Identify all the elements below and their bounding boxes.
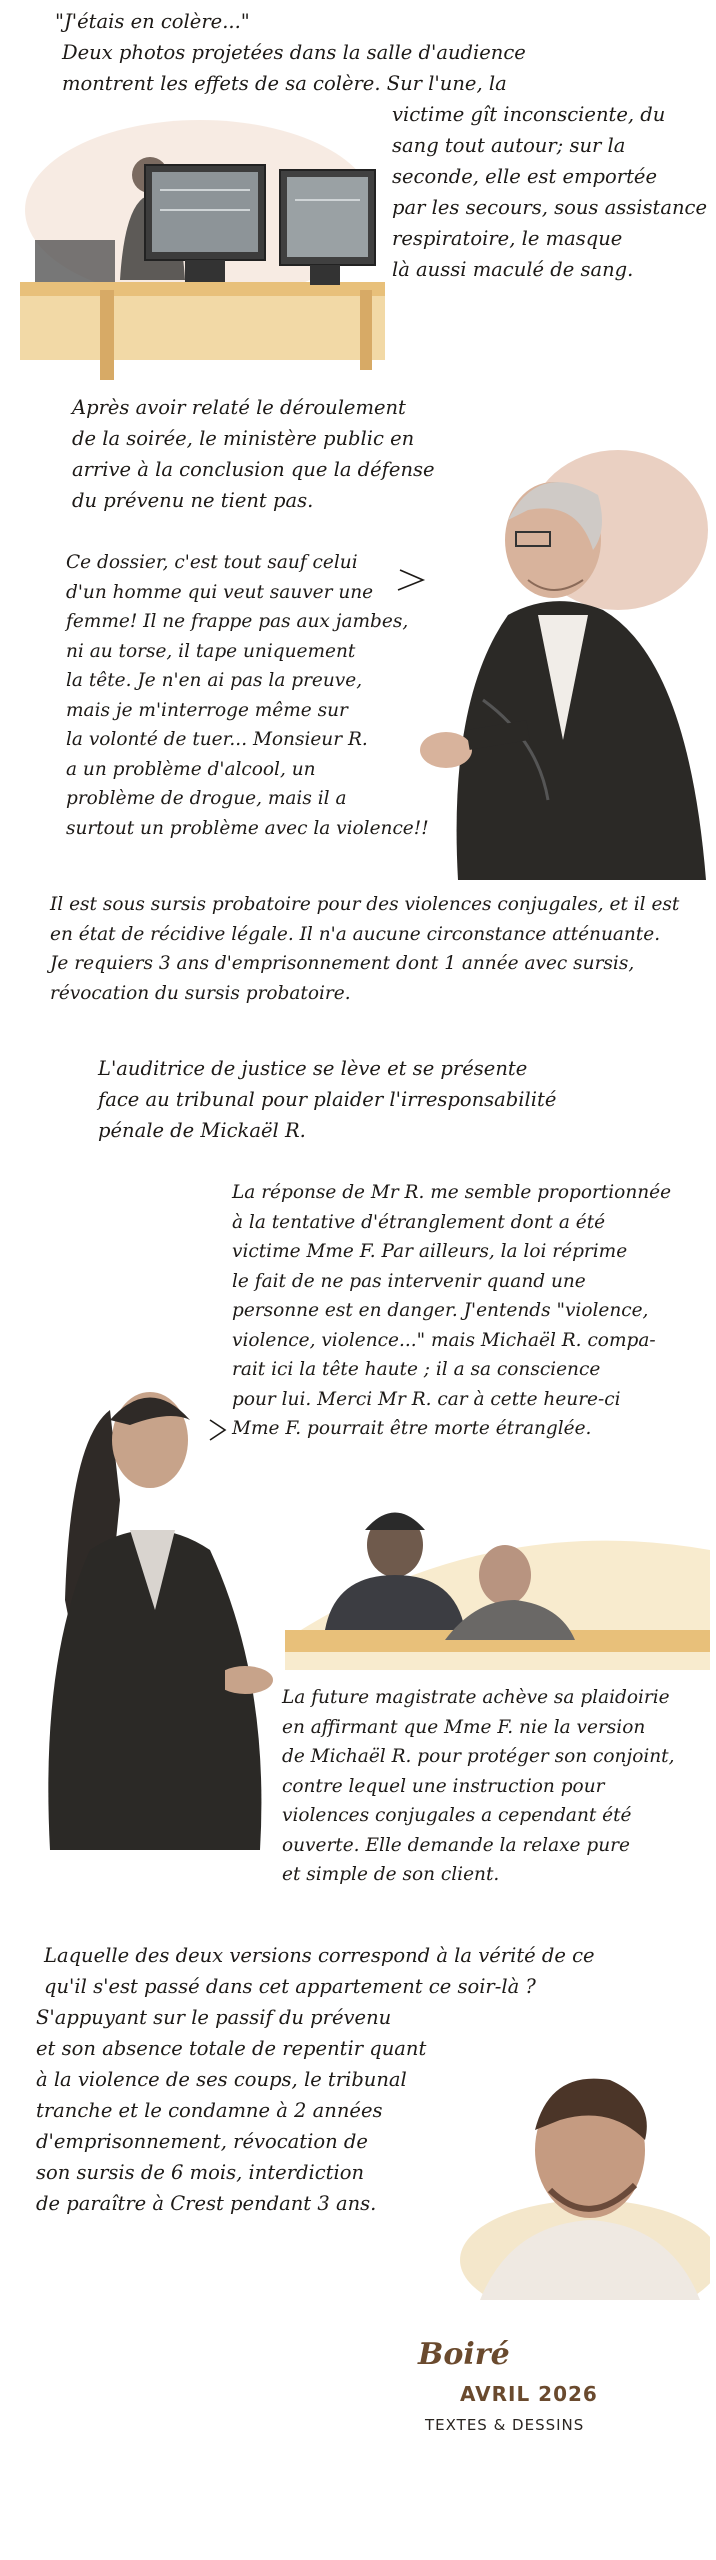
defense-student-illustration — [10, 1380, 300, 1850]
sentence-request-text: Il est sous sursis probatoire pour des violences conjugales, et il est en état de récidive légale. Il n'a aucune circonstance atténuante. Je requiers 3 ans d'emprisonnement dont 1 année avec sursis, révocation du sursis probatoire. — [50, 894, 680, 1004]
signature-name: Boiré — [418, 2337, 510, 2372]
victim-description-text: victime gît inconsciente, du sang tout autour; sur la seconde, elle est emportée par les secours, sous assistance respiratoire, le masque là aussi maculé de sang. — [392, 103, 707, 281]
signature-credit: TEXTES & DESSINS — [425, 2416, 585, 2434]
defense-conclusion-text: La future magistrate achève sa plaidoirie en affirmant que Mme F. nie la version de Michaël R. pour protéger son conjoint, contre lequel une instruction pour violences conjugales a cependant été ouverte. Elle demande la relaxe pure et simple de son client. — [282, 1687, 675, 1885]
defense-intro-text: L'auditrice de justice se lève et se présente face au tribunal pour plaider l'irresponsabilité pénale de Mickaël R. — [98, 1057, 557, 1142]
prosecutor-illustration — [388, 440, 710, 880]
prosecutor-summary-text: Après avoir relaté le déroulement de la soirée, le ministère public en arrive à la conclusion que la défense du prévenu ne tient pas. — [72, 396, 435, 512]
police-defendant-illustration — [285, 1490, 710, 1670]
signature-date: AVRIL 2026 — [460, 2382, 598, 2406]
prosecutor-speech-text: Ce dossier, c'est tout sauf celui d'un homme qui veut sauver une femme! Il ne frappe pas aux jambes, ni au torse, il tape uniquement la tête. Je n'en ai pas la preuve, mais je m'interroge même sur la volonté de tuer... Monsieur R. a un problème d'alcool, un problème de drogue, mais il a surtout un problème avec la violence!! — [66, 552, 429, 839]
quote-title: "J'étais en colère..." — [55, 10, 250, 33]
defense-speech-text: La réponse de Mr R. me semble proportionnée à la tentative d'étranglement dont a été victime Mme F. Par ailleurs, la loi réprime le fait de ne pas intervenir quand une personne est en danger. J'entends "violence, violence, violence..." mais Michaël R. compa- rait ici la tête haute ; il a sa conscience pour lui. Merci Mr R. car à cette heure-ci Mme F. pourrait être morte étranglée. — [232, 1182, 672, 1439]
intro-text: Deux photos projetées dans la salle d'audience montrent les effets de sa colère. Sur l'une, la — [62, 41, 526, 95]
verdict-text: S'appuyant sur le passif du prévenu et son absence totale de repentir quant à la violence de ses coups, le tribunal tranche et le condamne à 2 années d'emprisonnement, révocation de son sursis de 6 mois, interdiction de paraître à Crest pendant 3 ans. — [36, 2006, 427, 2215]
courtroom-desk-illustration — [10, 100, 390, 380]
verdict-question-text: Laquelle des deux versions correspond à la vérité de ce qu'il s'est passé dans cet appartement ce soir-là ? — [44, 1944, 595, 1998]
defendant-portrait-illustration — [440, 2060, 710, 2300]
